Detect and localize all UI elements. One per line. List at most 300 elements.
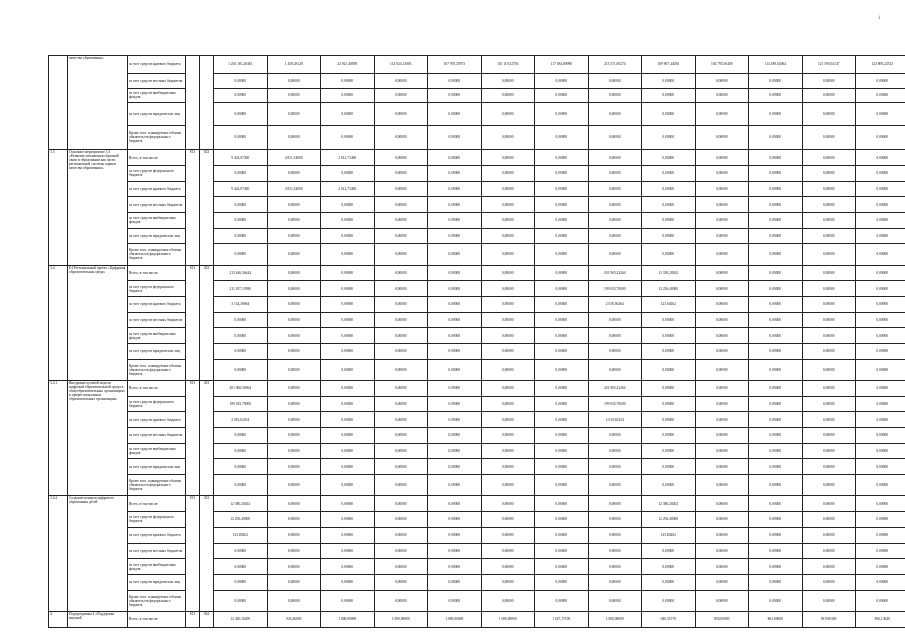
amount-cell: 0,00000 <box>802 396 856 412</box>
amount-cell: 12 256,40000 <box>214 512 268 528</box>
amount-cell: 0,00000 <box>374 443 428 459</box>
amount-cell: 0,00000 <box>749 281 803 297</box>
amount-cell: 0,00000 <box>802 574 856 590</box>
amount-cell: 0,00000 <box>856 459 905 475</box>
amount-cell: 0,00000 <box>749 125 803 150</box>
amount-cell: 0,00000 <box>802 590 856 611</box>
amount-cell: 0,00000 <box>535 381 589 397</box>
amount-cell: 12 380,20202 <box>642 496 696 512</box>
amount-cell: 0,00000 <box>374 574 428 590</box>
amount-cell: 0,00000 <box>642 244 696 265</box>
amount-cell: 0,00000 <box>749 574 803 590</box>
amount-cell: 0,00000 <box>642 344 696 360</box>
funding-source-label: Всего, в том числе: <box>128 611 186 627</box>
amount-cell: 0,00000 <box>749 344 803 360</box>
amount-cell: 0,00000 <box>802 412 856 428</box>
amount-cell: 0,00000 <box>321 496 375 512</box>
block-number: 3.4.2 <box>49 496 68 611</box>
funding-source-label: Кроме того, планируемые объемы обязательств федерального бюджета <box>128 125 186 150</box>
amount-cell: 0,00000 <box>588 312 642 328</box>
table-row <box>49 244 905 265</box>
program-code-cell: 023 <box>200 496 214 611</box>
funding-source-label: Всего, в том числе: <box>128 381 186 397</box>
amount-cell: 0,00000 <box>321 543 375 559</box>
funding-source-label: за счет средств краевого бюджета <box>128 527 186 543</box>
amount-cell: 114 924,13003 <box>374 56 428 74</box>
amount-cell: 0,00000 <box>856 103 905 125</box>
amount-cell: 11 350,20262 <box>642 265 696 281</box>
funding-source-label: за счет средств федерального бюджета <box>128 512 186 528</box>
amount-cell: 1 000,00000 <box>588 611 642 627</box>
amount-cell: 0,00000 <box>535 228 589 244</box>
amount-cell: 0,00000 <box>856 73 905 88</box>
amount-cell: 0,00000 <box>428 88 482 103</box>
amount-cell: 109 907,44030 <box>642 56 696 74</box>
amount-cell: 0,00000 <box>481 496 535 512</box>
amount-cell: 0,00000 <box>428 197 482 213</box>
amount-cell: 0,00000 <box>428 412 482 428</box>
amount-cell: 0,00000 <box>374 396 428 412</box>
amount-cell: 0,00000 <box>695 312 749 328</box>
amount-cell: 0,00000 <box>856 165 905 181</box>
amount-cell: 0,00000 <box>481 512 535 528</box>
amount-cell: 0,00000 <box>481 328 535 344</box>
amount-cell: 0,00000 <box>749 512 803 528</box>
amount-cell: 0,00000 <box>802 212 856 228</box>
amount-cell: 0,00000 <box>588 428 642 444</box>
amount-cell: 819,90300 <box>802 611 856 627</box>
amount-cell: 0,00000 <box>856 281 905 297</box>
amount-cell: 0,00000 <box>321 512 375 528</box>
funding-source-label: за счет средств местных бюджетов <box>128 73 186 88</box>
amount-cell: 0,00000 <box>481 396 535 412</box>
amount-cell: 0,00000 <box>374 228 428 244</box>
amount-cell: 2 010,63254 <box>214 412 268 428</box>
amount-cell: 3 134,36864 <box>214 296 268 312</box>
amount-cell: 0,00000 <box>481 265 535 281</box>
amount-cell: 0,00000 <box>588 359 642 380</box>
amount-cell: 0,00000 <box>374 244 428 265</box>
amount-cell: 0,00000 <box>749 228 803 244</box>
amount-cell: 0,00000 <box>535 459 589 475</box>
amount-cell: 0,00000 <box>642 359 696 380</box>
amount-cell: 0,00000 <box>856 512 905 528</box>
amount-cell: 0,00000 <box>214 197 268 213</box>
amount-cell: 0,00000 <box>642 443 696 459</box>
amount-cell: 0,00000 <box>374 496 428 512</box>
amount-cell: 0,00000 <box>267 496 321 512</box>
amount-cell: 0,00000 <box>535 165 589 181</box>
funding-source-label: за счет средств местных бюджетов <box>128 197 186 213</box>
amount-cell: 0,00000 <box>749 197 803 213</box>
table-row <box>49 459 905 475</box>
amount-cell: 201 965,23264 <box>588 381 642 397</box>
table-row <box>49 359 905 380</box>
amount-cell: 0,00000 <box>374 344 428 360</box>
amount-cell: 0,00000 <box>802 88 856 103</box>
funding-source-label: за счет средств краевого бюджета <box>128 56 186 74</box>
amount-cell: 0,00000 <box>695 296 749 312</box>
amount-cell: 0,00000 <box>856 244 905 265</box>
amount-cell: 0,00000 <box>802 496 856 512</box>
amount-cell: 0,00000 <box>321 73 375 88</box>
amount-cell: 0,00000 <box>695 228 749 244</box>
amount-cell: 0,00000 <box>267 574 321 590</box>
amount-cell: 0,00000 <box>481 412 535 428</box>
amount-cell: 0,00000 <box>535 296 589 312</box>
amount-cell: 0,00000 <box>856 228 905 244</box>
amount-cell: 0,00000 <box>535 312 589 328</box>
amount-cell: 0,00000 <box>214 443 268 459</box>
amount-cell: 0,00000 <box>749 244 803 265</box>
amount-cell: 0,00000 <box>374 88 428 103</box>
amount-cell: 0,00000 <box>802 428 856 444</box>
amount-cell: 0,00000 <box>428 228 482 244</box>
amount-cell: 0,00000 <box>695 574 749 590</box>
amount-cell: 121 590,54147 <box>802 56 856 74</box>
funding-source-label: за счет средств внебюджетных фондов <box>128 212 186 228</box>
amount-cell: 0,00000 <box>481 359 535 380</box>
funding-source-label: за счет средств федерального бюджета <box>128 165 186 181</box>
grbs-code-cell: 813 <box>186 265 200 380</box>
amount-cell: 0,00000 <box>856 574 905 590</box>
amount-cell: 0,00000 <box>321 312 375 328</box>
amount-cell: 0,00000 <box>642 312 696 328</box>
amount-cell: 0,00000 <box>642 543 696 559</box>
amount-cell: 0,00000 <box>321 328 375 344</box>
amount-cell: 0,00000 <box>749 428 803 444</box>
amount-cell: 0,00000 <box>374 328 428 344</box>
amount-cell: 0,00000 <box>695 459 749 475</box>
amount-cell: 104 795,56400 <box>695 56 749 74</box>
amount-cell: 0,00000 <box>481 543 535 559</box>
amount-cell: 0,00000 <box>749 88 803 103</box>
amount-cell: 107 970,35973 <box>428 56 482 74</box>
amount-cell: 0,00000 <box>695 265 749 281</box>
amount-cell: 0,00000 <box>802 244 856 265</box>
amount-cell: 0,00000 <box>695 344 749 360</box>
amount-cell: 0,00000 <box>374 73 428 88</box>
amount-cell: 0,00000 <box>588 228 642 244</box>
amount-cell: 123,80202 <box>214 527 268 543</box>
amount-cell: 0,00000 <box>535 103 589 125</box>
funding-source-label: за счет средств юридических лиц <box>128 459 186 475</box>
grbs-code-cell: 813 <box>186 611 200 627</box>
amount-cell: 0,00000 <box>802 197 856 213</box>
amount-cell: 0,00000 <box>588 344 642 360</box>
amount-cell: 0,00000 <box>321 475 375 496</box>
amount-cell: 0,00000 <box>481 312 535 328</box>
table-row <box>49 212 905 228</box>
amount-cell: 0,00000 <box>856 428 905 444</box>
grbs-code-cell: 813 <box>186 496 200 611</box>
amount-cell: 2 612,73400 <box>321 181 375 197</box>
grbs-code-cell: 813 <box>186 150 200 265</box>
amount-cell: 0,00000 <box>749 312 803 328</box>
amount-cell: 114 188,02064 <box>749 56 803 74</box>
amount-cell: 0,00000 <box>856 344 905 360</box>
amount-cell: 0,00000 <box>321 527 375 543</box>
amount-cell: 0,00000 <box>749 443 803 459</box>
amount-cell: 0,00000 <box>856 265 905 281</box>
amount-cell: 0,00000 <box>535 396 589 412</box>
table-row <box>49 88 905 103</box>
amount-cell: 12 430,16200 <box>214 611 268 627</box>
amount-cell: 856,13640 <box>856 611 905 627</box>
amount-cell: 0,00000 <box>214 88 268 103</box>
amount-cell: 0,00000 <box>214 244 268 265</box>
table-row <box>49 296 905 312</box>
amount-cell: 24 921,48598 <box>321 56 375 74</box>
amount-cell: 0,00000 <box>214 165 268 181</box>
amount-cell: 0,00000 <box>749 73 803 88</box>
amount-cell: 0,00000 <box>802 543 856 559</box>
amount-cell: 0,00000 <box>374 197 428 213</box>
amount-cell: 0,00000 <box>535 512 589 528</box>
amount-cell: 0,00000 <box>695 496 749 512</box>
amount-cell: 0,00000 <box>749 150 803 166</box>
amount-cell: 0,00000 <box>535 244 589 265</box>
funding-source-label: за счет средств внебюджетных фондов <box>128 559 186 575</box>
amount-cell: 123,60262 <box>642 296 696 312</box>
amount-cell: 0,00000 <box>374 543 428 559</box>
funding-source-label: Всего, в том числе: <box>128 265 186 281</box>
amount-cell: 0,00000 <box>267 428 321 444</box>
amount-cell: 0,00000 <box>374 103 428 125</box>
amount-cell: 0,00000 <box>856 475 905 496</box>
amount-cell: 0,00000 <box>588 197 642 213</box>
amount-cell: 0,00000 <box>802 265 856 281</box>
block-description: качества образования» <box>68 56 128 150</box>
block-description: Внедрение целевой модели цифровой образовательной среды в общеобразовательных организациях и профессиональных образовательных организациях <box>68 381 128 496</box>
amount-cell: 0,00000 <box>588 475 642 496</box>
amount-cell: 0,00000 <box>856 496 905 512</box>
amount-cell: 0,00000 <box>321 281 375 297</box>
amount-cell: 0,00000 <box>214 543 268 559</box>
amount-cell: 0,00000 <box>267 228 321 244</box>
amount-cell: 0,00000 <box>214 559 268 575</box>
amount-cell: 0,00000 <box>374 150 428 166</box>
amount-cell: 0,00000 <box>321 88 375 103</box>
table-row <box>49 56 905 74</box>
amount-cell: 1 203 181,20461 <box>214 56 268 74</box>
amount-cell: 0,00000 <box>374 475 428 496</box>
amount-cell: 110 119,52703 <box>481 56 535 74</box>
amount-cell: 0,00000 <box>588 543 642 559</box>
funding-source-label: Кроме того, планируемые объемы обязательств федерального бюджета <box>128 475 186 496</box>
amount-cell: 0,00000 <box>481 590 535 611</box>
amount-cell: 2 612,73400 <box>321 150 375 166</box>
amount-cell: 0,00000 <box>214 574 268 590</box>
amount-cell: 0,00000 <box>428 150 482 166</box>
program-code-cell: 024 <box>200 611 214 627</box>
amount-cell: 0,00000 <box>802 312 856 328</box>
amount-cell: 1 000,00000 <box>428 611 482 627</box>
amount-cell: 0,00000 <box>481 88 535 103</box>
amount-cell: 0,00000 <box>428 244 482 265</box>
amount-cell: 0,00000 <box>481 244 535 265</box>
funding-source-label: за счет средств внебюджетных фондов <box>128 443 186 459</box>
table-row <box>49 590 905 611</box>
amount-cell: 0,00000 <box>695 396 749 412</box>
amount-cell: 4 811,34000 <box>267 181 321 197</box>
amount-cell: 0,00000 <box>802 475 856 496</box>
amount-cell: 0,00000 <box>749 396 803 412</box>
amount-cell: 0,00000 <box>428 396 482 412</box>
program-code-cell: 023 <box>200 150 214 265</box>
program-code-cell <box>200 56 214 150</box>
amount-cell: 1 000,00000 <box>374 611 428 627</box>
amount-cell: 0,00000 <box>749 381 803 397</box>
amount-cell: 0,00000 <box>802 125 856 150</box>
amount-cell: 0,00000 <box>856 181 905 197</box>
amount-cell: 0,00000 <box>535 590 589 611</box>
amount-cell: 0,00000 <box>642 428 696 444</box>
amount-cell: 0,00000 <box>267 328 321 344</box>
funding-source-label: за счет средств краевого бюджета <box>128 181 186 197</box>
amount-cell: 0,00000 <box>267 88 321 103</box>
table-row <box>49 125 905 150</box>
amount-cell: 0,00000 <box>535 359 589 380</box>
amount-cell: 0,00000 <box>214 103 268 125</box>
amount-cell: 0,00000 <box>588 103 642 125</box>
table-row <box>49 265 905 281</box>
amount-cell: 0,00000 <box>481 150 535 166</box>
amount-cell: 0,00000 <box>588 181 642 197</box>
amount-cell: 0,00000 <box>321 125 375 150</box>
amount-cell: 0,00000 <box>321 459 375 475</box>
amount-cell: 0,00000 <box>321 344 375 360</box>
amount-cell: 0,00000 <box>321 165 375 181</box>
amount-cell: 0,00000 <box>695 543 749 559</box>
amount-cell: 0,00000 <box>214 590 268 611</box>
amount-cell: 945,46000 <box>267 611 321 627</box>
table-row <box>49 281 905 297</box>
amount-cell: 0,00000 <box>588 559 642 575</box>
amount-cell: 0,00000 <box>695 73 749 88</box>
amount-cell: 0,00000 <box>588 459 642 475</box>
amount-cell: 211 297,19580 <box>214 281 268 297</box>
amount-cell: 0,00000 <box>374 312 428 328</box>
amount-cell: 0,00000 <box>802 559 856 575</box>
amount-cell: 0,00000 <box>428 165 482 181</box>
amount-cell: 0,00000 <box>588 73 642 88</box>
amount-cell: 0,00000 <box>749 165 803 181</box>
amount-cell: 0,00000 <box>267 359 321 380</box>
amount-cell: 0,00000 <box>374 181 428 197</box>
amount-cell: 199 035,70000 <box>214 396 268 412</box>
table-row <box>49 574 905 590</box>
amount-cell: 0,00000 <box>321 428 375 444</box>
grbs-code-cell <box>186 56 200 150</box>
amount-cell: 0,00000 <box>802 527 856 543</box>
amount-cell: 0,00000 <box>695 381 749 397</box>
amount-cell: 0,00000 <box>535 150 589 166</box>
page-corner-mark: 1 <box>878 16 881 21</box>
amount-cell: 0,00000 <box>428 443 482 459</box>
amount-cell: 0,00000 <box>535 559 589 575</box>
amount-cell: 0,00000 <box>321 559 375 575</box>
amount-cell: 0,00000 <box>214 459 268 475</box>
table-row <box>49 475 905 496</box>
amount-cell: 0,00000 <box>214 359 268 380</box>
amount-cell: 0,00000 <box>214 328 268 344</box>
funding-source-label: за счет средств местных бюджетов <box>128 543 186 559</box>
amount-cell: 0,00000 <box>374 265 428 281</box>
amount-cell: 0,00000 <box>535 443 589 459</box>
amount-cell: 0,00000 <box>481 125 535 150</box>
amount-cell: 0,00000 <box>267 412 321 428</box>
amount-cell: 0,00000 <box>428 459 482 475</box>
funding-source-label: Кроме того, планируемые объемы обязательств федерального бюджета <box>128 359 186 380</box>
amount-cell: 0,00000 <box>695 412 749 428</box>
amount-cell: 0,00000 <box>856 88 905 103</box>
amount-cell: 0,00000 <box>428 281 482 297</box>
amount-cell: 0,00000 <box>802 150 856 166</box>
amount-cell: 0,00000 <box>695 475 749 496</box>
amount-cell: 0,00000 <box>749 459 803 475</box>
amount-cell: 0,00000 <box>374 381 428 397</box>
amount-cell: 0,00000 <box>749 359 803 380</box>
amount-cell: 0,00000 <box>642 559 696 575</box>
table-row <box>49 412 905 428</box>
amount-cell: 0,00000 <box>535 428 589 444</box>
amount-cell: 0,00000 <box>642 412 696 428</box>
amount-cell: 0,00000 <box>214 125 268 150</box>
table-row <box>49 73 905 88</box>
amount-cell: 0,00000 <box>267 590 321 611</box>
amount-cell: 0,00000 <box>642 197 696 213</box>
table-row <box>49 611 905 627</box>
amount-cell: 0,00000 <box>749 265 803 281</box>
amount-cell: 0,00000 <box>481 228 535 244</box>
amount-cell: 0,00000 <box>428 512 482 528</box>
funding-source-label: Кроме того, планируемые объемы обязательств федерального бюджета <box>128 244 186 265</box>
amount-cell: 12 380,20202 <box>214 496 268 512</box>
amount-cell: 0,00000 <box>588 590 642 611</box>
amount-cell: 0,00000 <box>695 590 749 611</box>
amount-cell: 0,00000 <box>428 125 482 150</box>
amount-cell: 0,00000 <box>214 428 268 444</box>
amount-cell: 0,00000 <box>588 212 642 228</box>
amount-cell: 123,80202 <box>642 527 696 543</box>
amount-cell: 0,00000 <box>481 459 535 475</box>
amount-cell: 0,00000 <box>535 212 589 228</box>
amount-cell: 0,00000 <box>321 228 375 244</box>
amount-cell: 0,00000 <box>374 281 428 297</box>
amount-cell: 0,00000 <box>802 228 856 244</box>
amount-cell: 0,00000 <box>856 396 905 412</box>
amount-cell: 863,00000 <box>749 611 803 627</box>
amount-cell: 0,00000 <box>267 512 321 528</box>
amount-cell: 0,00000 <box>321 396 375 412</box>
amount-cell: 0,00000 <box>749 475 803 496</box>
table-row <box>49 543 905 559</box>
amount-cell: 0,00000 <box>642 103 696 125</box>
amount-cell: 1 458,28128 <box>267 56 321 74</box>
amount-cell: 0,00000 <box>481 212 535 228</box>
amount-cell: 0,00000 <box>214 344 268 360</box>
amount-cell: 0,00000 <box>428 103 482 125</box>
amount-cell: 0,00000 <box>267 212 321 228</box>
amount-cell: 0,00000 <box>588 150 642 166</box>
funding-source-label: Всего, в том числе: <box>128 496 186 512</box>
table-row <box>49 428 905 444</box>
amount-cell: 0,00000 <box>321 244 375 265</box>
funding-source-label: за счет средств краевого бюджета <box>128 296 186 312</box>
amount-cell: 0,00000 <box>695 443 749 459</box>
amount-cell: 0,00000 <box>428 574 482 590</box>
